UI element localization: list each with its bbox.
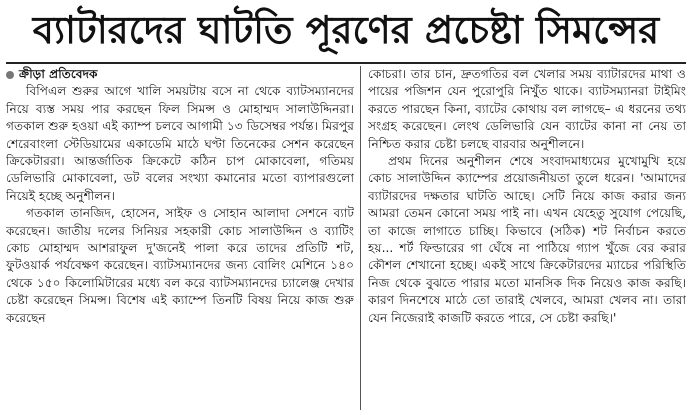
paragraph: গতকাল তানজিদ, হোসেন, সাইফ ও সোহান আলাদা সেশনে ব্যাট করেছেন। জাতীয় দলের সিনিয়র সহকারী কোচ সালাউদ্দিন ও ব্যাটিং কোচ মোহাম্মদ আশরাফুল দু'জনেই পালা করে তাদের প্রতিটি শট, ফুটওয়ার্ক পর্যবেক্ষণ করেছেন। ব্যাটসম্যানদের জন্য বোলিং মেশিনে ১৪০ থেকে ১৫০ কিলোমিটারের মধ্যে বল করে ব্যাটসম্যানদের চ্যালেঞ্জ দেখার চেষ্টা করেছেন সিমন্স। বিশেষ এই ক্যাম্পে তিনটি বিষয় নিয়ে কাজ শুরু করেছেন	[6, 206, 354, 325]
bullet-icon	[6, 71, 14, 79]
headline-rule	[6, 62, 686, 64]
right-column	[368, 66, 686, 410]
byline-text: ক্রীড়া প্রতিবেদক	[19, 67, 98, 81]
paragraph: প্রথম দিনের অনুশীলন শেষে সংবাদমাধ্যমের মুখোমুখি হয়ে কোচ সালাউদ্দিন ক্যাম্পের প্রয়োজনীয়তা তুলে ধরেন। 'আমাদের ব্যাটারদের দক্ষতার ঘাটতি আছে। সেটি নিয়ে কাজ করার জন্য আমরা তেমন কোনো সময় পাই না। এখন যেহেতু সুযোগ পেয়েছি, তা কাজে লাগাতে চাচ্ছি। কিভাবে (সঠিক) শট নির্বাচন করতে হয়... শর্ট ফিল্ডারের গা ঘেঁষে না পাঠিয়ে গ্যাপ খুঁজে বের করার কৌশল শেখানো হচ্ছে। একই সাথে ক্রিকেটারদের ম্যাচের পরিস্থিতি নিজ থেকে বুঝতে পারার মতো মানসিক দিক নিয়েও কাজ করছি। কারণ দিনশেষে মাঠে তো তারাই খেলবে, আমরা খেলব না। তারা যেন নিজেরাই কাজটি করতে পারে, সে চেষ্টা করছি।'	[368, 154, 686, 325]
paragraph: বিপিএল শুরুর আগে খালি সময়টায় বসে না থেকে ব্যাটসম্যানদের নিয়ে ব্যস্ত সময় পার করছেন ফিল সিমন্স ও মোহাম্মদ সালাউদ্দিনরা। গতকাল শুরু হওয়া এই ক্যাম্প চলবে আগামী ১৩ ডিসেম্বর পর্যন্ত। মিরপুর শেরেবাংলা স্টেডিয়ামের একাডেমি মাঠে ঘণ্টা তিনেকের সেশন করেছেন ক্রিকেটাররা। আন্তর্জাতিক ক্রিকেটে কঠিন চাপ মোকাবেলা, গতিময় ডেলিভারি মোকাবেলা, ডট বলের সংখ্যা কমানোর মতো ব্যাপারগুলো নিয়েই হচ্ছে অনুশীলন।	[6, 84, 354, 203]
column-divider	[360, 66, 361, 410]
paragraph: কোচরা। তার চান, দ্রুতগতির বল খেলার সময় ব্যাটারদের মাথা ও পায়ের পজিশন যেন পুরোপুরি নিখুঁত থাকে। ব্যাটসম্যানরা টাইমিং করতে পারছেন কিনা, ব্যাটের কোথায় বল লাগছে– এ ধরনের তথ্য সংগ্রহ করেছেন। লেংথ ডেলিভারি যেন ব্যাটের কানা না নেয় তা নিশ্চিত করার চেষ্টা চলছে বারবার অনুশীলনে।	[368, 67, 686, 151]
left-column	[6, 66, 354, 410]
headline: ব্যাটারদের ঘাটতি পূরণের প্রচেষ্টা সিমন্সের	[32, 8, 660, 52]
byline	[6, 66, 354, 83]
